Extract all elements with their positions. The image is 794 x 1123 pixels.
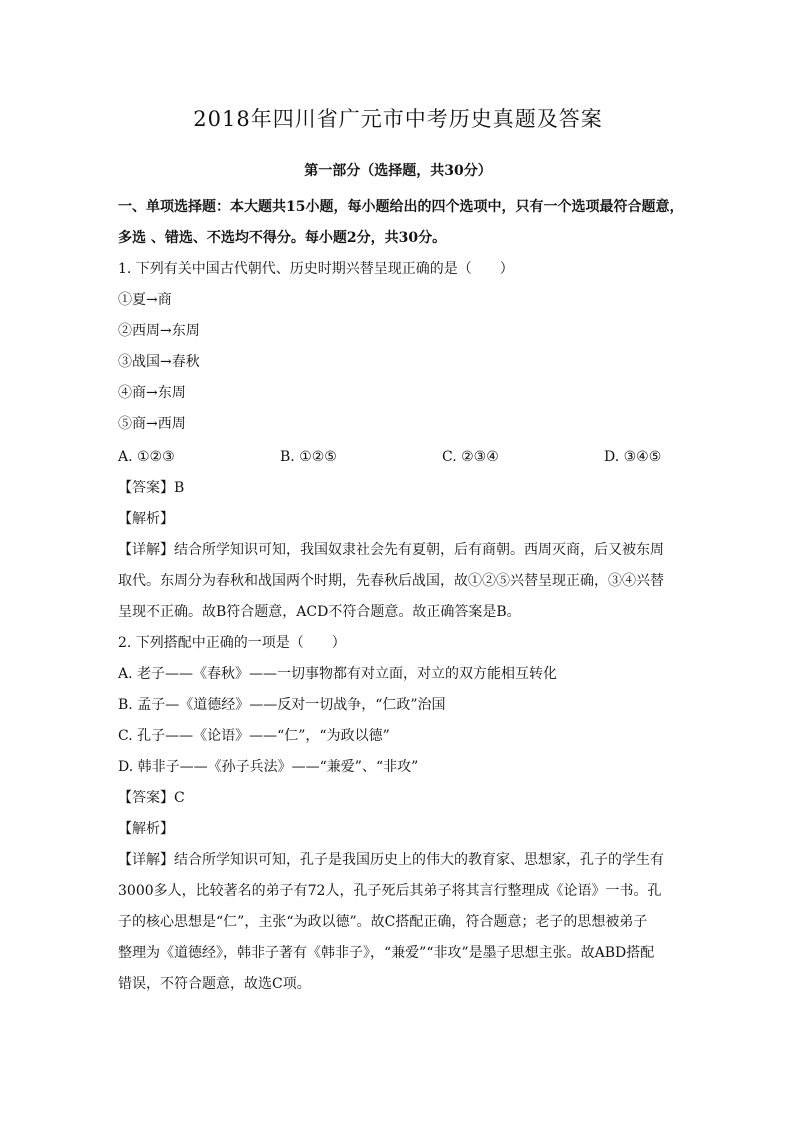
question-2-detail-line: 错误，不符合题意，故选C项。 xyxy=(118,976,311,992)
question-2-detail-line: 整理为《道德经》，韩非子著有《韩非子》，“兼爱”“非攻”是墨子思想主张。故ABD搭配 xyxy=(118,945,655,961)
option-c: C. ②③④ xyxy=(442,449,499,465)
question-1-item: ③战国→春秋 xyxy=(118,354,200,370)
question-2-option-b: B. 孟子—《道德经》——反对一切战争，“仁政”治国 xyxy=(118,697,446,713)
instructions-line-2: 多选 、错选、不选均不得分。每小题2分，共30分。 xyxy=(118,230,447,246)
instructions-line-1: 一、单项选择题：本大题共15小题，每小题给出的四个选项中，只有一个选项最符合题意， xyxy=(118,199,684,215)
section-heading: 第一部分（选择题，共30分） xyxy=(304,163,492,179)
option-b: B. ①②⑤ xyxy=(280,449,337,465)
question-1-detail-line: 【详解】结合所学知识可知，我国奴隶社会先有夏朝，后有商朝。西周灭商，后又被东周 xyxy=(118,542,664,558)
question-1-options xyxy=(118,447,678,467)
question-2-answer: 【答案】C xyxy=(118,790,185,806)
question-1-answer: 【答案】B xyxy=(118,480,185,496)
question-1-item: ⑤商→西周 xyxy=(118,416,186,432)
question-2-analysis-label: 【解析】 xyxy=(118,821,174,837)
document-title: 2018年四川省广元市中考历史真题及答案 xyxy=(193,107,603,131)
question-2-option-c: C. 孔子——《论语》——“仁”，“为政以德” xyxy=(118,728,390,744)
question-2-detail-line: 3000多人，比较著名的弟子有72人，孔子死后其弟子将其言行整理成《论语》一书。孔 xyxy=(118,883,662,899)
question-2-detail-line: 【详解】结合所学知识可知，孔子是我国历史上的伟大的教育家、思想家，孔子的学生有 xyxy=(118,852,664,868)
option-d: D. ③④⑤ xyxy=(604,449,662,465)
question-1-detail-line: 取代。东周分为春秋和战国两个时期，先春秋后战国，故①②⑤兴替呈现正确，③④兴替 xyxy=(118,573,664,589)
option-a: A. ①②③ xyxy=(118,449,175,465)
question-1-item: ④商→东周 xyxy=(118,385,186,401)
question-1-item: ②西周→东周 xyxy=(118,323,200,339)
question-2-detail-line: 子的核心思想是“仁”，主张“为政以德”。故C搭配正确，符合题意；老子的思想被弟子 xyxy=(118,914,648,930)
question-2-stem: 2. 下列搭配中正确的一项是（ ） xyxy=(118,635,346,651)
question-1-analysis-label: 【解析】 xyxy=(118,511,174,527)
question-1-item: ①夏→商 xyxy=(118,292,172,308)
question-1-detail-line: 呈现不正确。故B符合题意，ACD不符合题意。故正确答案是B。 xyxy=(118,604,521,620)
question-2-option-a: A. 老子——《春秋》——一切事物都有对立面，对立的双方能相互转化 xyxy=(118,666,558,682)
question-2-option-d: D. 韩非子——《孙子兵法》——“兼爱”、“非攻” xyxy=(118,759,419,775)
question-1-stem: 1. 下列有关中国古代朝代、历史时期兴替呈现正确的是（ ） xyxy=(118,261,514,277)
